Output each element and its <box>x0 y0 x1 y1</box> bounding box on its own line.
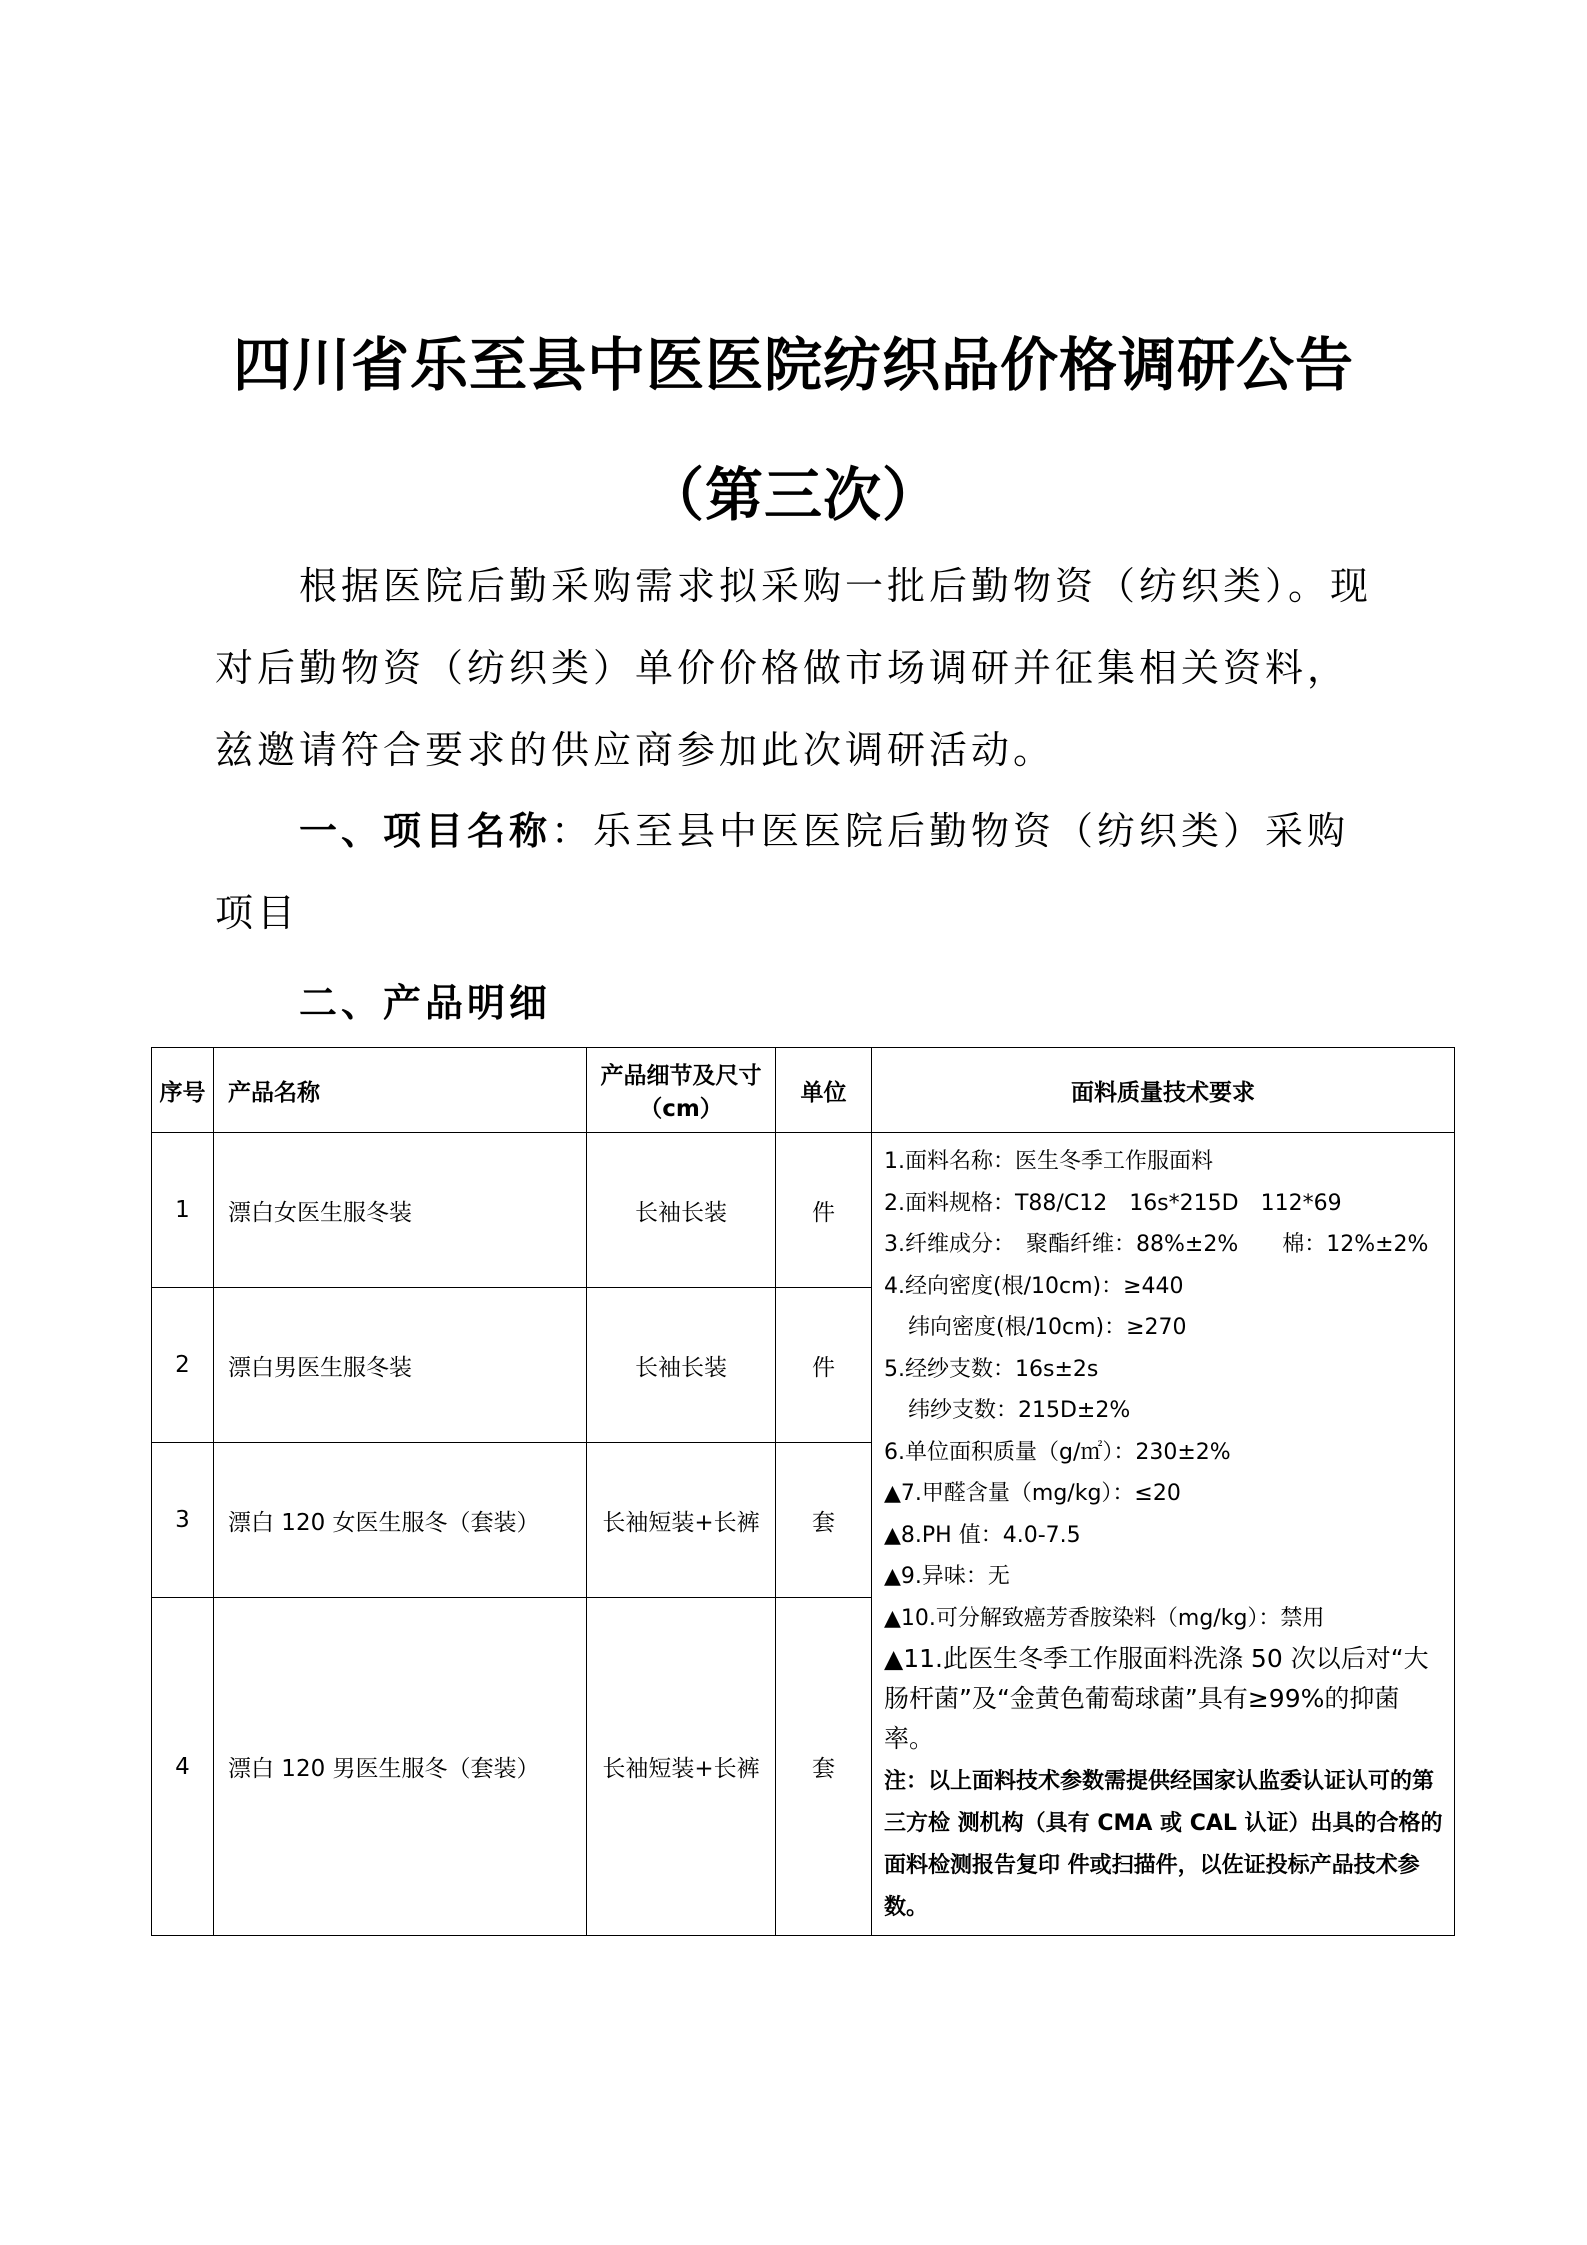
row-unit: 套 <box>776 1443 872 1598</box>
document-subtitle: （第三次） <box>645 461 941 529</box>
row-name: 漂白女医生服冬装 <box>214 1133 587 1288</box>
row-size: 长袖短装+长裤 <box>587 1598 776 1936</box>
req-item: 纬向密度(根/10cm)：≥270 <box>908 1315 1187 1340</box>
row-unit: 件 <box>776 1133 872 1288</box>
req-item: 纬纱支数：215D±2% <box>908 1398 1131 1423</box>
req-item: 2.面料规格：T88/C12 16s*215D 112*69 <box>884 1190 1342 1216</box>
row-size: 长袖长装 <box>587 1288 776 1443</box>
row-no: 1 <box>152 1133 214 1288</box>
header-name: 产品名称 <box>214 1048 587 1133</box>
header-unit: 单位 <box>776 1048 872 1133</box>
req-item: ▲7.甲醛含量（mg/kg）：≤20 <box>884 1481 1181 1506</box>
req-item: ▲10.可分解致癌芳香胺染料（mg/kg）：禁用 <box>884 1605 1325 1631</box>
row-name: 漂白 120 女医生服冬（套装） <box>214 1443 587 1598</box>
row-no: 4 <box>152 1598 214 1936</box>
header-no: 序号 <box>152 1048 214 1133</box>
section1-value: 乐至县中医医院后勤物资（纺织类）采购项目 <box>215 809 1350 935</box>
req-item: 5.经纱支数：16s±2s <box>884 1356 1099 1382</box>
req-item: ▲11.此医生冬季工作服面料洗涤 50 次以后对“大肠杆菌”及“金黄色葡萄球菌”具有≥99%的抑菌率。 <box>884 1644 1429 1753</box>
req-item: 4.经向密度(根/10cm)：≥440 <box>884 1273 1184 1299</box>
document-title: 四川省乐至县中医医院纺织品价格调研公告 <box>232 331 1354 399</box>
section-product-details: 二、产品明细 <box>299 981 552 1025</box>
row-unit: 件 <box>776 1288 872 1443</box>
header-requirements: 面料质量技术要求 <box>872 1048 1455 1133</box>
req-item: 1.面料名称：医生冬季工作服面料 <box>884 1149 1213 1174</box>
row-size: 长袖长装 <box>587 1133 776 1288</box>
row-no: 2 <box>152 1288 214 1443</box>
header-size: 产品细节及尺寸（cm） <box>587 1048 776 1133</box>
section-project-name <box>215 790 1385 954</box>
req-item: 3.纤维成分： 聚酯纤维：88%±2% 棉：12%±2% <box>884 1232 1429 1257</box>
table-header-row <box>152 1048 1455 1133</box>
product-table <box>151 1047 1455 1936</box>
row-no: 3 <box>152 1443 214 1598</box>
row-name: 漂白男医生服冬装 <box>214 1288 587 1443</box>
row-name: 漂白 120 男医生服冬（套装） <box>214 1598 587 1936</box>
req-item: ▲8.PH 值：4.0-7.5 <box>884 1522 1081 1548</box>
intro-text: 根据医院后勤采购需求拟采购一批后勤物资（纺织类）。现对后勤物资（纺织类）单价价格做市场调研并征集相关资料，兹邀请符合要求的供应商参加此次调研活动。 <box>215 564 1373 772</box>
row-size: 长袖短装+长裤 <box>587 1443 776 1598</box>
intro-paragraph <box>215 545 1385 791</box>
table-row <box>152 1133 1455 1288</box>
requirements-cell <box>872 1133 1455 1936</box>
section1-label: 一、项目名称 <box>299 809 552 853</box>
req-item: ▲9.异味：无 <box>884 1564 1010 1589</box>
req-note: 注：以上面料技术参数需提供经国家认监委认证认可的第三方检 测机构（具有 CMA 或 CAL 认证）出具的合格的面料检测报告复印 件或扫描件，以佐证投标产品技术参数。 <box>884 1769 1443 1920</box>
req-item: 6.单位面积质量（g/㎡）：230±2% <box>884 1439 1231 1465</box>
section1-colon: ： <box>551 809 594 853</box>
row-unit: 套 <box>776 1598 872 1936</box>
